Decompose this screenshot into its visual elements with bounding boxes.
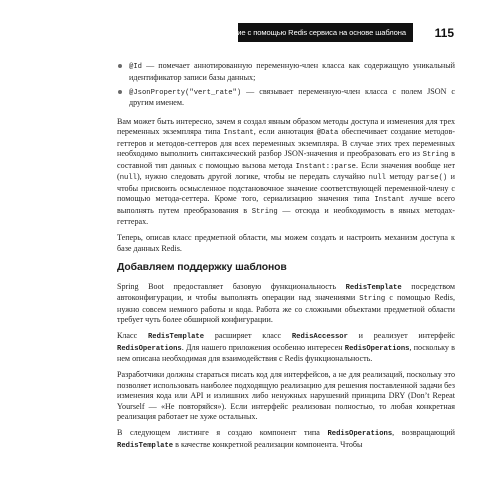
page-number: 115 [434, 25, 454, 40]
inline-code: String [422, 151, 449, 159]
inline-code: parse() [417, 174, 448, 182]
inline-code: RedisTemplate [117, 441, 174, 450]
inline-code: @Data [316, 129, 339, 137]
inline-code: RedisAccessor [291, 333, 348, 342]
text-run: . Если значения вообще нет ( [117, 160, 455, 181]
text-run: Класс [117, 331, 148, 341]
text-run: методу [385, 172, 417, 181]
text-run: — отсюда и необходимость в явных методах-геттерах. [117, 205, 456, 226]
bullet-icon [118, 64, 122, 68]
text-run: в качестве конкретной реализации компонента. Чтобы [173, 439, 363, 449]
page-body [117, 61, 455, 457]
paragraph [117, 282, 455, 326]
list-item [117, 87, 455, 109]
list-item [117, 61, 455, 83]
text-run: обеспечивает создание методов-геттеров и методов-сеттеров для всех переменных экземпляра. В случае этих трех переменных необходимо выполнить синтаксический разбор JSON-значения и преобразовать его из [117, 127, 455, 158]
text-run: с помощью Redis, нужно совсем немного работы и кода. Работа же со сложными объектами предметной области требует чуть более обширной конфигурации. [117, 293, 455, 325]
text-run: . Для нашего приложения особенно интересен [181, 342, 345, 352]
running-title: Создание с помощью Redis сервиса на основе шаблона [212, 28, 406, 37]
paragraph: Разработчики должны стараться писать код для интерфейсов, а не для реализаций, поскольку это позволяет использовать наиболее подходящую реализацию для решения поставленной задачи без изменения кода или API и излишних либо ненужных нарушений принципа DRY (Don’t Repeat Yourself — «Не повторяйся»). Если интерфейс реализован полностью, то любая конкретная реализация работает не хуже остальных. [117, 370, 455, 422]
inline-code: RedisOperations [344, 344, 410, 353]
text-run: и реализует интерфейс [347, 331, 455, 341]
inline-code: Instant::parse [295, 162, 356, 171]
inline-code: @Id [129, 63, 142, 71]
text-run: Spring Boot предоставляет базовую функциональность [117, 281, 346, 291]
list-item-text: — помечает аннотированную переменную-член класса как содержащую уникальный идентификатор записи базы данных; [129, 61, 455, 82]
text-run: Вам может быть интересно, зачем я создал явным образом методы доступа и изменения для трех переменных экземпляра типа [117, 116, 455, 136]
paragraph [117, 117, 455, 228]
text-run: и чтобы присвоить осмысленное подстановочное значение соответствующей переменной-члену с помощью метода-сеттера. Кроме того, сериализацию значения типа [117, 172, 455, 203]
inline-code: RedisTemplate [147, 333, 205, 342]
bullet-icon [118, 90, 122, 94]
text-run: лучше всего выполнять путем преобразования в [117, 194, 455, 215]
text-run: , если аннотация [253, 127, 317, 136]
paragraph [117, 331, 455, 365]
running-header [212, 23, 413, 42]
inline-code: @JsonProperty("vert_rate") [129, 88, 242, 97]
text-run: в составной тип данных с помощью вызова метода [117, 149, 455, 170]
inline-code: RedisOperations [327, 430, 393, 439]
section-heading: Добавляем поддержку шаблонов [117, 262, 287, 274]
text-run: посредством автоконфигурации, и чтобы выполнять операции над значениями [117, 281, 455, 303]
text-run: расширяет класс [204, 331, 292, 341]
text-run: , возвращающий [392, 428, 455, 438]
inline-code: String [251, 207, 278, 216]
inline-code: null [368, 174, 386, 182]
inline-code: Instant [374, 196, 405, 204]
inline-code: RedisTemplate [345, 283, 402, 292]
inline-code: Instant [223, 129, 254, 137]
list-item-text: — связывает переменную-член класса с полем JSON с другим именем. [129, 86, 455, 107]
inline-code: RedisOperations [117, 344, 182, 353]
inline-code: null [119, 174, 137, 182]
paragraph: Теперь, описав класс предметной области, мы можем создать и настроить механизм доступа к базе данных Redis. [117, 233, 455, 253]
text-run: , поскольку в нем описана необходимая для взаимодействия с Redis функциональность. [117, 342, 455, 364]
annotation-list [117, 61, 455, 109]
paragraph [117, 428, 455, 451]
text-run: ), нужно следовать другой логике, чтобы не передать случайно [136, 172, 369, 181]
inline-code: String [359, 295, 386, 304]
text-run: В следующем листинге я создаю компонент типа [117, 428, 328, 438]
